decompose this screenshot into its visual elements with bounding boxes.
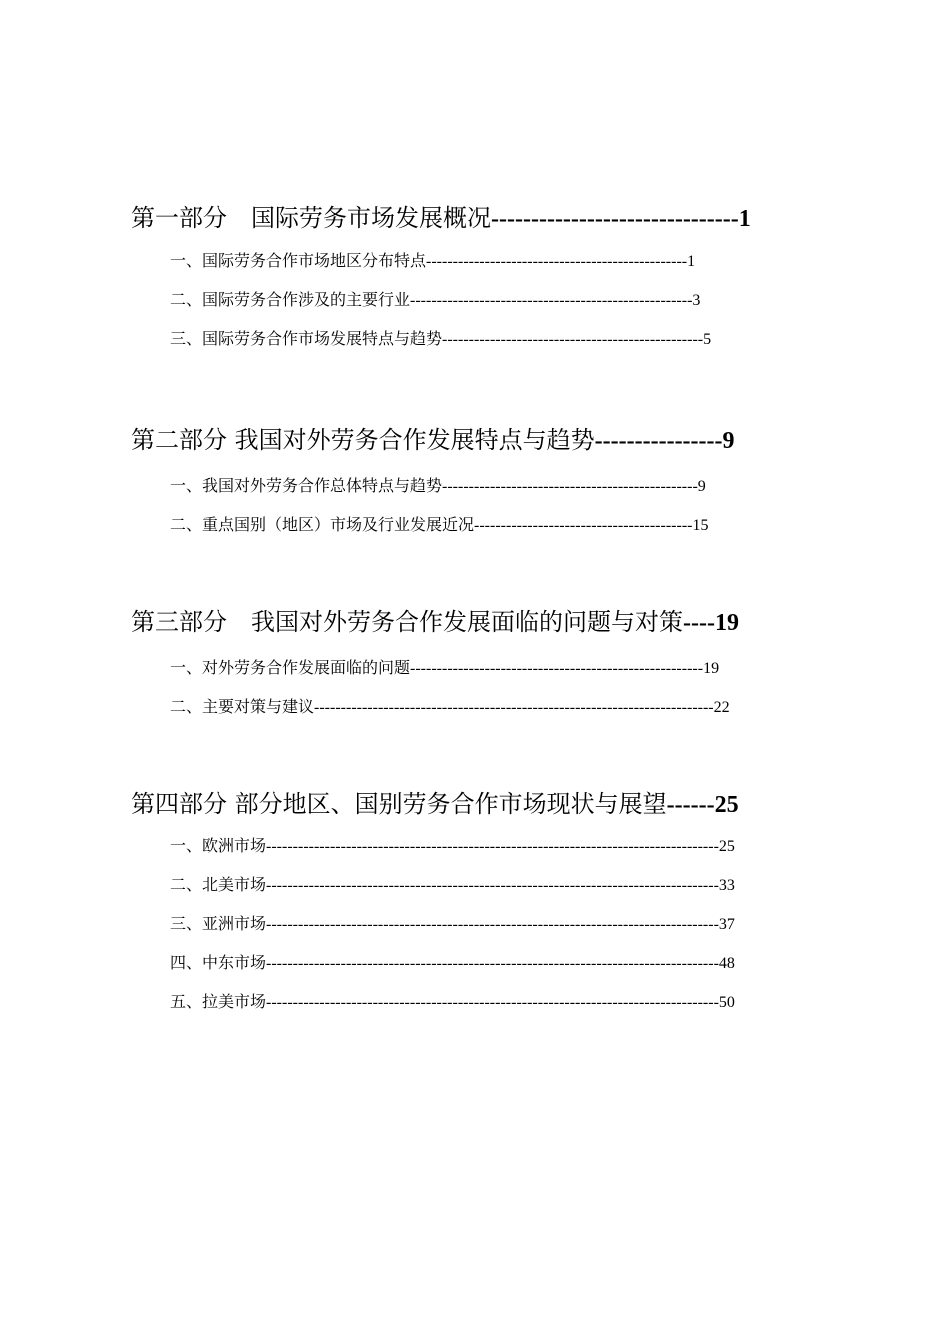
dot-leader: ------------------------------------------------------------------------------------- (266, 916, 719, 933)
dot-leader: ------------------------------------------------------------------------------------- (266, 955, 719, 972)
toc-part-4[interactable] (131, 789, 739, 820)
item-title: 三、国际劳务合作市场发展特点与趋势 (170, 329, 443, 348)
toc-item[interactable] (170, 952, 735, 975)
page-number: 1 (738, 206, 751, 232)
toc-item[interactable] (170, 328, 711, 351)
dot-leader: ----------------------------------------------------- (410, 292, 693, 309)
part-title: 第二部分 我国对外劳务合作发展特点与趋势 (131, 426, 595, 454)
page-number: 48 (718, 955, 735, 972)
dot-leader: ---- (683, 610, 715, 636)
toc-item[interactable] (170, 991, 735, 1014)
part-title: 第一部分 国际劳务市场发展概况 (131, 204, 491, 232)
dot-leader: ------------------------------------------------------------------------------------- (266, 877, 719, 894)
dot-leader: ------------------------------------------------------------------------------------- (266, 994, 719, 1011)
dot-leader: ---------------- (594, 428, 723, 454)
dot-leader: ------------------------------------------------- (442, 331, 704, 348)
toc-item[interactable] (170, 514, 708, 537)
page-number: 22 (713, 699, 730, 716)
item-title: 四、中东市场 (170, 953, 267, 972)
dot-leader: ----------------------------------------- (474, 517, 693, 534)
toc-item[interactable] (170, 696, 730, 719)
page-number: 19 (714, 610, 739, 636)
page-number: 33 (718, 877, 735, 894)
toc-item[interactable] (170, 657, 719, 680)
item-title: 二、主要对策与建议 (170, 697, 315, 716)
page-number: 9 (722, 428, 735, 454)
dot-leader: ------------------------------------------------ (442, 478, 698, 495)
page-number: 15 (692, 517, 709, 534)
page-number: 37 (718, 916, 735, 933)
item-title: 二、国际劳务合作涉及的主要行业 (170, 290, 411, 309)
page-number: 50 (718, 994, 735, 1011)
page-number: 25 (714, 792, 739, 818)
toc-part-2[interactable] (131, 425, 735, 456)
toc-item[interactable] (170, 874, 735, 897)
toc-part-3[interactable] (131, 607, 739, 638)
toc-item[interactable] (170, 250, 695, 273)
item-title: 二、北美市场 (170, 875, 267, 894)
page-number: 3 (692, 292, 701, 309)
item-title: 一、欧洲市场 (170, 836, 267, 855)
item-title: 二、重点国别（地区）市场及行业发展近况 (170, 515, 475, 534)
item-title: 一、国际劳务合作市场地区分布特点 (170, 251, 427, 270)
page-number: 1 (687, 253, 696, 270)
toc-part-1[interactable] (131, 203, 751, 234)
dot-leader: ------------------------------------------------- (426, 253, 688, 270)
page-number: 9 (697, 478, 706, 495)
dot-leader: ------------------------------- (491, 206, 739, 232)
toc-item[interactable] (170, 913, 735, 936)
item-title: 五、拉美市场 (170, 992, 267, 1011)
toc-item[interactable] (170, 475, 706, 498)
part-title: 第四部分 部分地区、国别劳务合作市场现状与展望 (131, 790, 667, 818)
item-title: 一、我国对外劳务合作总体特点与趋势 (170, 476, 443, 495)
dot-leader: ------ (666, 792, 715, 818)
page-number: 25 (718, 838, 735, 855)
page-number: 5 (703, 331, 712, 348)
item-title: 一、对外劳务合作发展面临的问题 (170, 658, 411, 677)
toc-item[interactable] (170, 835, 735, 858)
toc-item[interactable] (170, 289, 700, 312)
dot-leader: ------------------------------------------------------- (410, 660, 704, 677)
item-title: 三、亚洲市场 (170, 914, 267, 933)
part-title: 第三部分 我国对外劳务合作发展面临的问题与对策 (131, 608, 683, 636)
dot-leader: ------------------------------------------------------------------------------------- (266, 838, 719, 855)
page-number: 19 (703, 660, 720, 677)
dot-leader: --------------------------------------------------------------------------- (314, 699, 714, 716)
